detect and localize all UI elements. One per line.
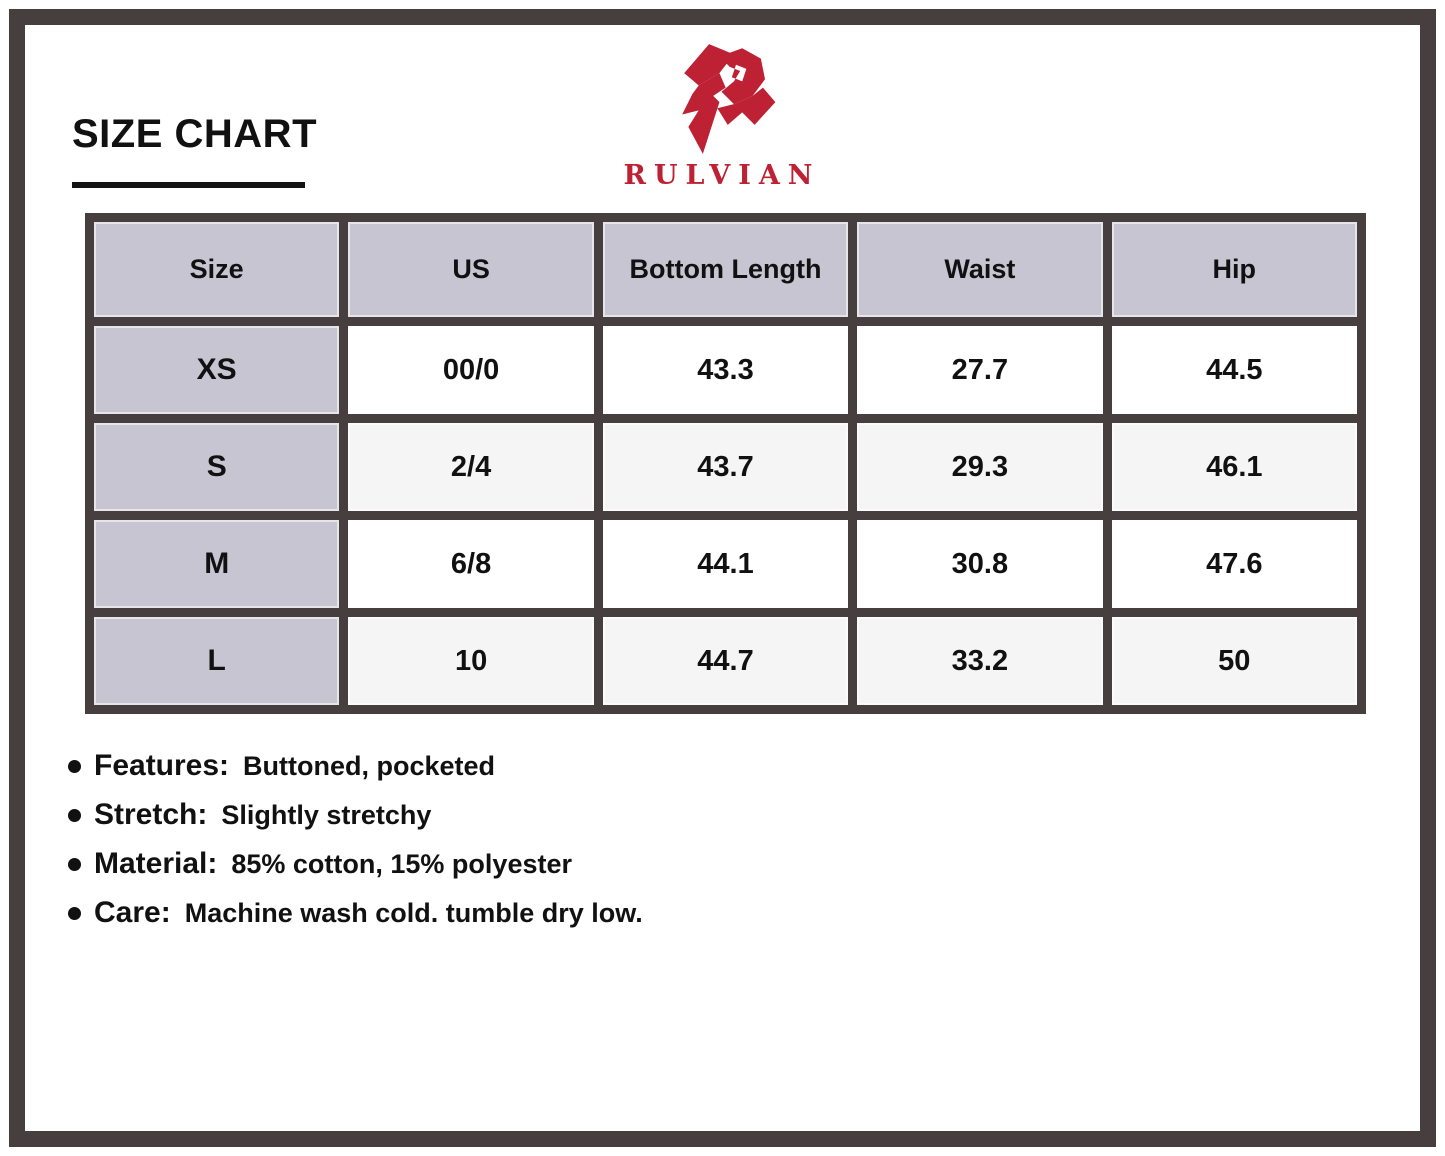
page-title: SIZE CHART	[72, 112, 317, 156]
column-header-us: US	[348, 222, 593, 317]
detail-label: Material:	[94, 847, 218, 880]
brand-logo-r-icon	[658, 42, 786, 158]
row-m-size: M	[94, 520, 339, 608]
product-details-list	[68, 748, 643, 944]
row-m-hip: 47.6	[1112, 520, 1357, 608]
bullet-dot-icon	[68, 907, 81, 920]
detail-stretch	[68, 797, 643, 833]
detail-value: Buttoned, pocketed	[243, 751, 496, 781]
bullet-dot-icon	[68, 760, 81, 773]
row-xs-bottom-length: 43.3	[603, 326, 848, 414]
row-l-us: 10	[348, 617, 593, 705]
detail-value: Machine wash cold. tumble dry low.	[184, 898, 643, 928]
bullet-dot-icon	[68, 858, 81, 871]
detail-label: Stretch:	[94, 798, 208, 831]
row-m-bottom-length: 44.1	[603, 520, 848, 608]
bullet-dot-icon	[68, 809, 81, 822]
row-s-hip: 46.1	[1112, 423, 1357, 511]
column-header-hip: Hip	[1112, 222, 1357, 317]
row-m-us: 6/8	[348, 520, 593, 608]
column-header-size: Size	[94, 222, 339, 317]
detail-care	[68, 895, 643, 931]
detail-features	[68, 748, 643, 784]
row-s-waist: 29.3	[857, 423, 1102, 511]
row-s-bottom-length: 43.7	[603, 423, 848, 511]
brand-logo	[624, 42, 821, 191]
row-xs-hip: 44.5	[1112, 326, 1357, 414]
row-l-size: L	[94, 617, 339, 705]
row-xs-us: 00/0	[348, 326, 593, 414]
row-xs-waist: 27.7	[857, 326, 1102, 414]
detail-material	[68, 846, 643, 882]
size-table	[85, 213, 1366, 714]
detail-value: Slightly stretchy	[221, 800, 432, 830]
detail-label: Care:	[94, 896, 171, 929]
row-l-bottom-length: 44.7	[603, 617, 848, 705]
column-header-bottom-length: Bottom Length	[603, 222, 848, 317]
row-l-waist: 33.2	[857, 617, 1102, 705]
row-s-us: 2/4	[348, 423, 593, 511]
row-xs-size: XS	[94, 326, 339, 414]
brand-name: RULVIAN	[623, 160, 821, 191]
detail-label: Features:	[94, 749, 230, 782]
row-m-waist: 30.8	[857, 520, 1102, 608]
detail-value: 85% cotton, 15% polyester	[231, 849, 572, 879]
column-header-waist: Waist	[857, 222, 1102, 317]
row-s-size: S	[94, 423, 339, 511]
row-l-hip: 50	[1112, 617, 1357, 705]
title-underline	[72, 182, 305, 188]
